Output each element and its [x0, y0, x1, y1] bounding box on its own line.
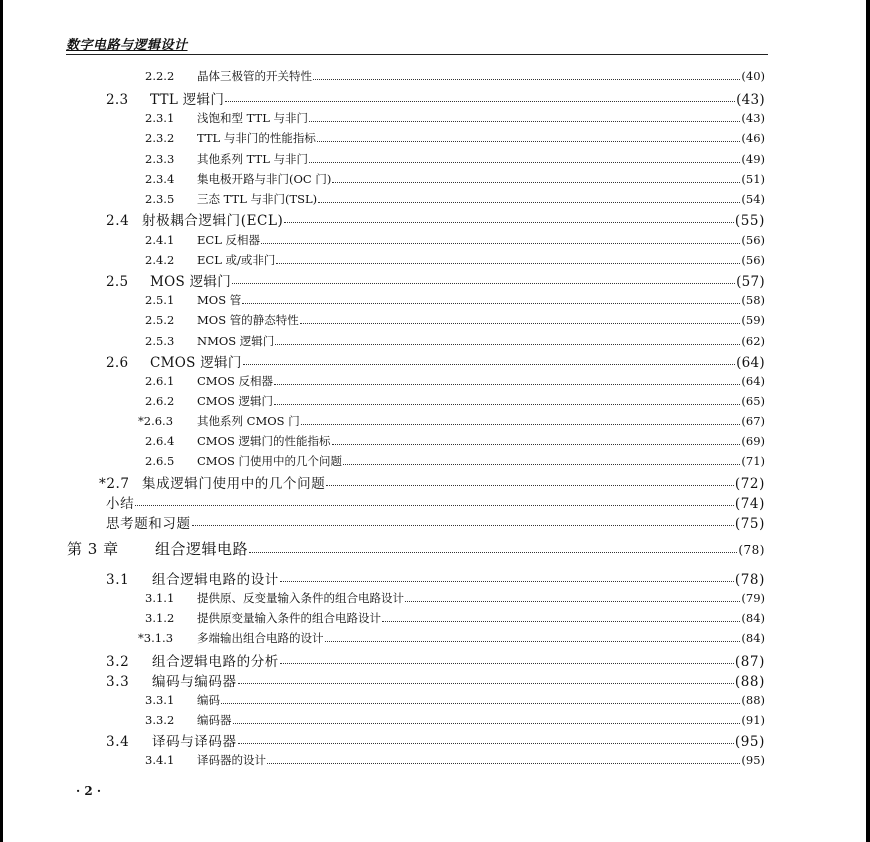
entry-page: (87) — [734, 654, 765, 670]
entry-title: 译码与译码器 — [152, 734, 237, 750]
entry-number: 3.4 — [106, 734, 130, 750]
dot-leader — [225, 94, 735, 102]
entry-number: 3.1 — [106, 572, 130, 588]
entry-number: 2.6 — [106, 355, 129, 371]
dot-leader — [309, 155, 740, 162]
entry-page: (95) — [741, 753, 765, 767]
dot-leader — [261, 236, 740, 243]
dot-leader — [301, 417, 741, 424]
entry-number: 3.3 — [106, 674, 130, 690]
entry-number: 2.3.1 — [145, 111, 175, 125]
entry-title: 晶体三极管的开关特性 — [197, 69, 312, 83]
entry-title: CMOS 逻辑门 — [150, 355, 242, 371]
toc-entry — [145, 130, 765, 146]
toc-entry — [145, 712, 765, 728]
dot-leader — [343, 457, 740, 464]
entry-title: 集电极开路与非门(OC 门) — [197, 172, 332, 186]
dot-leader — [318, 195, 740, 202]
toc-entry — [145, 752, 765, 768]
entry-number: 2.6.2 — [145, 394, 175, 408]
dot-leader — [275, 337, 740, 344]
dot-leader — [232, 276, 735, 284]
entry-number: 2.4.1 — [145, 233, 175, 247]
dot-leader — [238, 676, 734, 684]
dot-leader — [300, 316, 741, 323]
dot-leader — [325, 634, 741, 641]
dot-leader — [309, 114, 740, 121]
toc-entry — [106, 568, 765, 588]
entry-number: 2.3 — [106, 92, 129, 108]
toc-entry — [145, 692, 765, 708]
entry-page: (56) — [741, 253, 765, 267]
entry-number: 2.5.2 — [145, 313, 175, 327]
toc-entry — [106, 492, 765, 512]
toc-entry — [145, 590, 765, 606]
dot-leader — [313, 72, 740, 79]
entry-page: (88) — [741, 693, 765, 707]
dot-leader — [249, 544, 737, 553]
toc-entry — [145, 453, 765, 469]
entry-number: 3.4.1 — [145, 753, 175, 767]
entry-title: 多端输出组合电路的设计 — [197, 631, 324, 645]
toc-entry — [106, 670, 765, 690]
entry-title: 译码器的设计 — [197, 753, 266, 767]
entry-title: 浅饱和型 TTL 与非门 — [197, 111, 309, 125]
entry-page: (62) — [741, 334, 765, 348]
entry-page: (43) — [741, 111, 765, 125]
toc-entry — [145, 292, 765, 308]
entry-page: (72) — [734, 476, 765, 492]
entry-title: 其他系列 CMOS 门 — [197, 414, 300, 428]
entry-title: CMOS 逻辑门的性能指标 — [197, 434, 331, 448]
dot-leader — [317, 134, 741, 141]
toc-entry — [145, 191, 765, 207]
entry-page: (64) — [736, 355, 765, 371]
toc-entry — [138, 413, 765, 429]
toc-entry — [99, 472, 765, 492]
entry-page: (51) — [741, 172, 765, 186]
entry-number: 2.3.5 — [145, 192, 175, 206]
entry-title: 提供原变量输入条件的组合电路设计 — [197, 611, 381, 625]
toc-entry — [145, 110, 765, 126]
dot-leader — [274, 377, 740, 384]
page-number: · 2 · — [76, 784, 102, 798]
toc-entry — [145, 232, 765, 248]
entry-title: 集成逻辑门使用中的几个问题 — [142, 476, 326, 492]
entry-page: (84) — [741, 631, 765, 645]
toc-entry — [106, 512, 765, 532]
dot-leader — [284, 215, 733, 223]
entry-number: 2.3.2 — [145, 131, 175, 145]
toc-entry — [145, 433, 765, 449]
toc-entry — [145, 610, 765, 626]
entry-number: *3.1.3 — [138, 631, 174, 645]
book-title: 数字电路与逻辑设计 — [66, 38, 188, 53]
entry-page: (75) — [734, 516, 765, 532]
toc-entry — [106, 351, 765, 371]
dot-leader — [382, 614, 740, 621]
entry-page: (46) — [741, 131, 765, 145]
entry-title: MOS 管 — [197, 293, 242, 307]
entry-title: MOS 逻辑门 — [150, 274, 232, 290]
dot-leader — [332, 175, 740, 182]
entry-number: 2.4 — [106, 213, 130, 229]
entry-page: (79) — [741, 591, 765, 605]
entry-number: 2.6.5 — [145, 454, 175, 468]
toc-entry — [106, 270, 765, 290]
entry-number: 3.1.2 — [145, 611, 175, 625]
entry-page: (84) — [741, 611, 765, 625]
entry-title: CMOS 逻辑门 — [197, 394, 274, 408]
entry-page: (71) — [741, 454, 765, 468]
toc-entry — [106, 209, 765, 229]
dot-leader — [267, 756, 740, 763]
entry-title: 提供原、反变量输入条件的组合电路设计 — [197, 591, 404, 605]
entry-number: 2.4.2 — [145, 253, 175, 267]
entry-title: ECL 反相器 — [197, 233, 260, 247]
entry-title: 射极耦合逻辑门(ECL) — [142, 213, 284, 229]
toc-entry — [145, 393, 765, 409]
entry-title: 组合逻辑电路的分析 — [152, 654, 279, 670]
entry-page: (56) — [741, 233, 765, 247]
entry-title: NMOS 逻辑门 — [197, 334, 275, 348]
entry-page: (54) — [741, 192, 765, 206]
entry-number: 2.5 — [106, 274, 129, 290]
entry-number: 2.6.1 — [145, 374, 175, 388]
toc-entry — [106, 730, 765, 750]
dot-leader — [276, 256, 740, 263]
toc-chapter-entry — [67, 538, 765, 559]
dot-leader — [238, 736, 734, 744]
entry-number: 2.3.3 — [145, 152, 175, 166]
entry-title: MOS 管的静态特性 — [197, 313, 299, 327]
toc-entry — [145, 171, 765, 187]
dot-leader — [280, 656, 734, 664]
entry-page: (78) — [738, 543, 765, 557]
dot-leader — [135, 498, 734, 506]
entry-title: TTL 与非门的性能指标 — [197, 131, 316, 145]
entry-number: 3.2 — [106, 654, 130, 670]
toc-entry — [106, 88, 765, 108]
entry-title: CMOS 反相器 — [197, 374, 274, 388]
dot-leader — [242, 296, 740, 303]
entry-number: 3.3.2 — [145, 713, 175, 727]
entry-page: (49) — [741, 152, 765, 166]
entry-page: (78) — [734, 572, 765, 588]
entry-number: 2.3.4 — [145, 172, 175, 186]
toc-entry — [138, 630, 765, 646]
entry-title: 思考题和习题 — [106, 516, 191, 532]
entry-number: 3.1.1 — [145, 591, 175, 605]
entry-title: 组合逻辑电路的设计 — [152, 572, 279, 588]
toc-entry — [145, 312, 765, 328]
entry-page: (40) — [741, 69, 765, 83]
entry-number: 2.2.2 — [145, 69, 175, 83]
entry-number: *2.6.3 — [138, 414, 174, 428]
entry-page: (74) — [734, 496, 765, 512]
toc-entry — [145, 68, 765, 84]
dot-leader — [405, 594, 740, 601]
entry-number: 3.3.1 — [145, 693, 175, 707]
entry-title: 编码与编码器 — [152, 674, 237, 690]
entry-page: (59) — [741, 313, 765, 327]
entry-page: (95) — [734, 734, 765, 750]
entry-number: 2.5.3 — [145, 334, 175, 348]
dot-leader — [192, 518, 734, 526]
toc-entry — [145, 151, 765, 167]
dot-leader — [274, 397, 740, 404]
dot-leader — [243, 357, 735, 365]
dot-leader — [280, 574, 734, 582]
entry-number: 2.5.1 — [145, 293, 175, 307]
entry-page: (43) — [736, 92, 765, 108]
entry-title: 编码 — [197, 693, 220, 707]
entry-title: ECL 或/或非门 — [197, 253, 276, 267]
dot-leader — [332, 437, 741, 444]
dot-leader — [326, 478, 734, 486]
entry-page: (69) — [741, 434, 765, 448]
toc-entry — [145, 333, 765, 349]
dot-leader — [221, 696, 740, 703]
dot-leader — [233, 716, 741, 723]
toc-entry — [145, 252, 765, 268]
entry-page: (91) — [741, 713, 765, 727]
entry-title: 编码器 — [197, 713, 232, 727]
entry-title: 小结 — [106, 496, 135, 512]
toc-entry — [145, 373, 765, 389]
chapter-title: 组合逻辑电路 — [155, 540, 249, 558]
entry-page: (67) — [741, 414, 765, 428]
entry-page: (65) — [741, 394, 765, 408]
entry-title: TTL 逻辑门 — [150, 92, 225, 108]
entry-page: (55) — [734, 213, 765, 229]
entry-number: *2.7 — [99, 476, 130, 492]
entry-page: (64) — [741, 374, 765, 388]
chapter-number: 第 3 章 — [67, 540, 119, 558]
entry-number: 2.6.4 — [145, 434, 175, 448]
entry-title: 三态 TTL 与非门(TSL) — [197, 192, 318, 206]
entry-page: (58) — [741, 293, 765, 307]
entry-title: CMOS 门使用中的几个问题 — [197, 454, 343, 468]
entry-page: (88) — [734, 674, 765, 690]
entry-title: 其他系列 TTL 与非门 — [197, 152, 309, 166]
toc-entry — [106, 650, 765, 670]
entry-page: (57) — [736, 274, 765, 290]
